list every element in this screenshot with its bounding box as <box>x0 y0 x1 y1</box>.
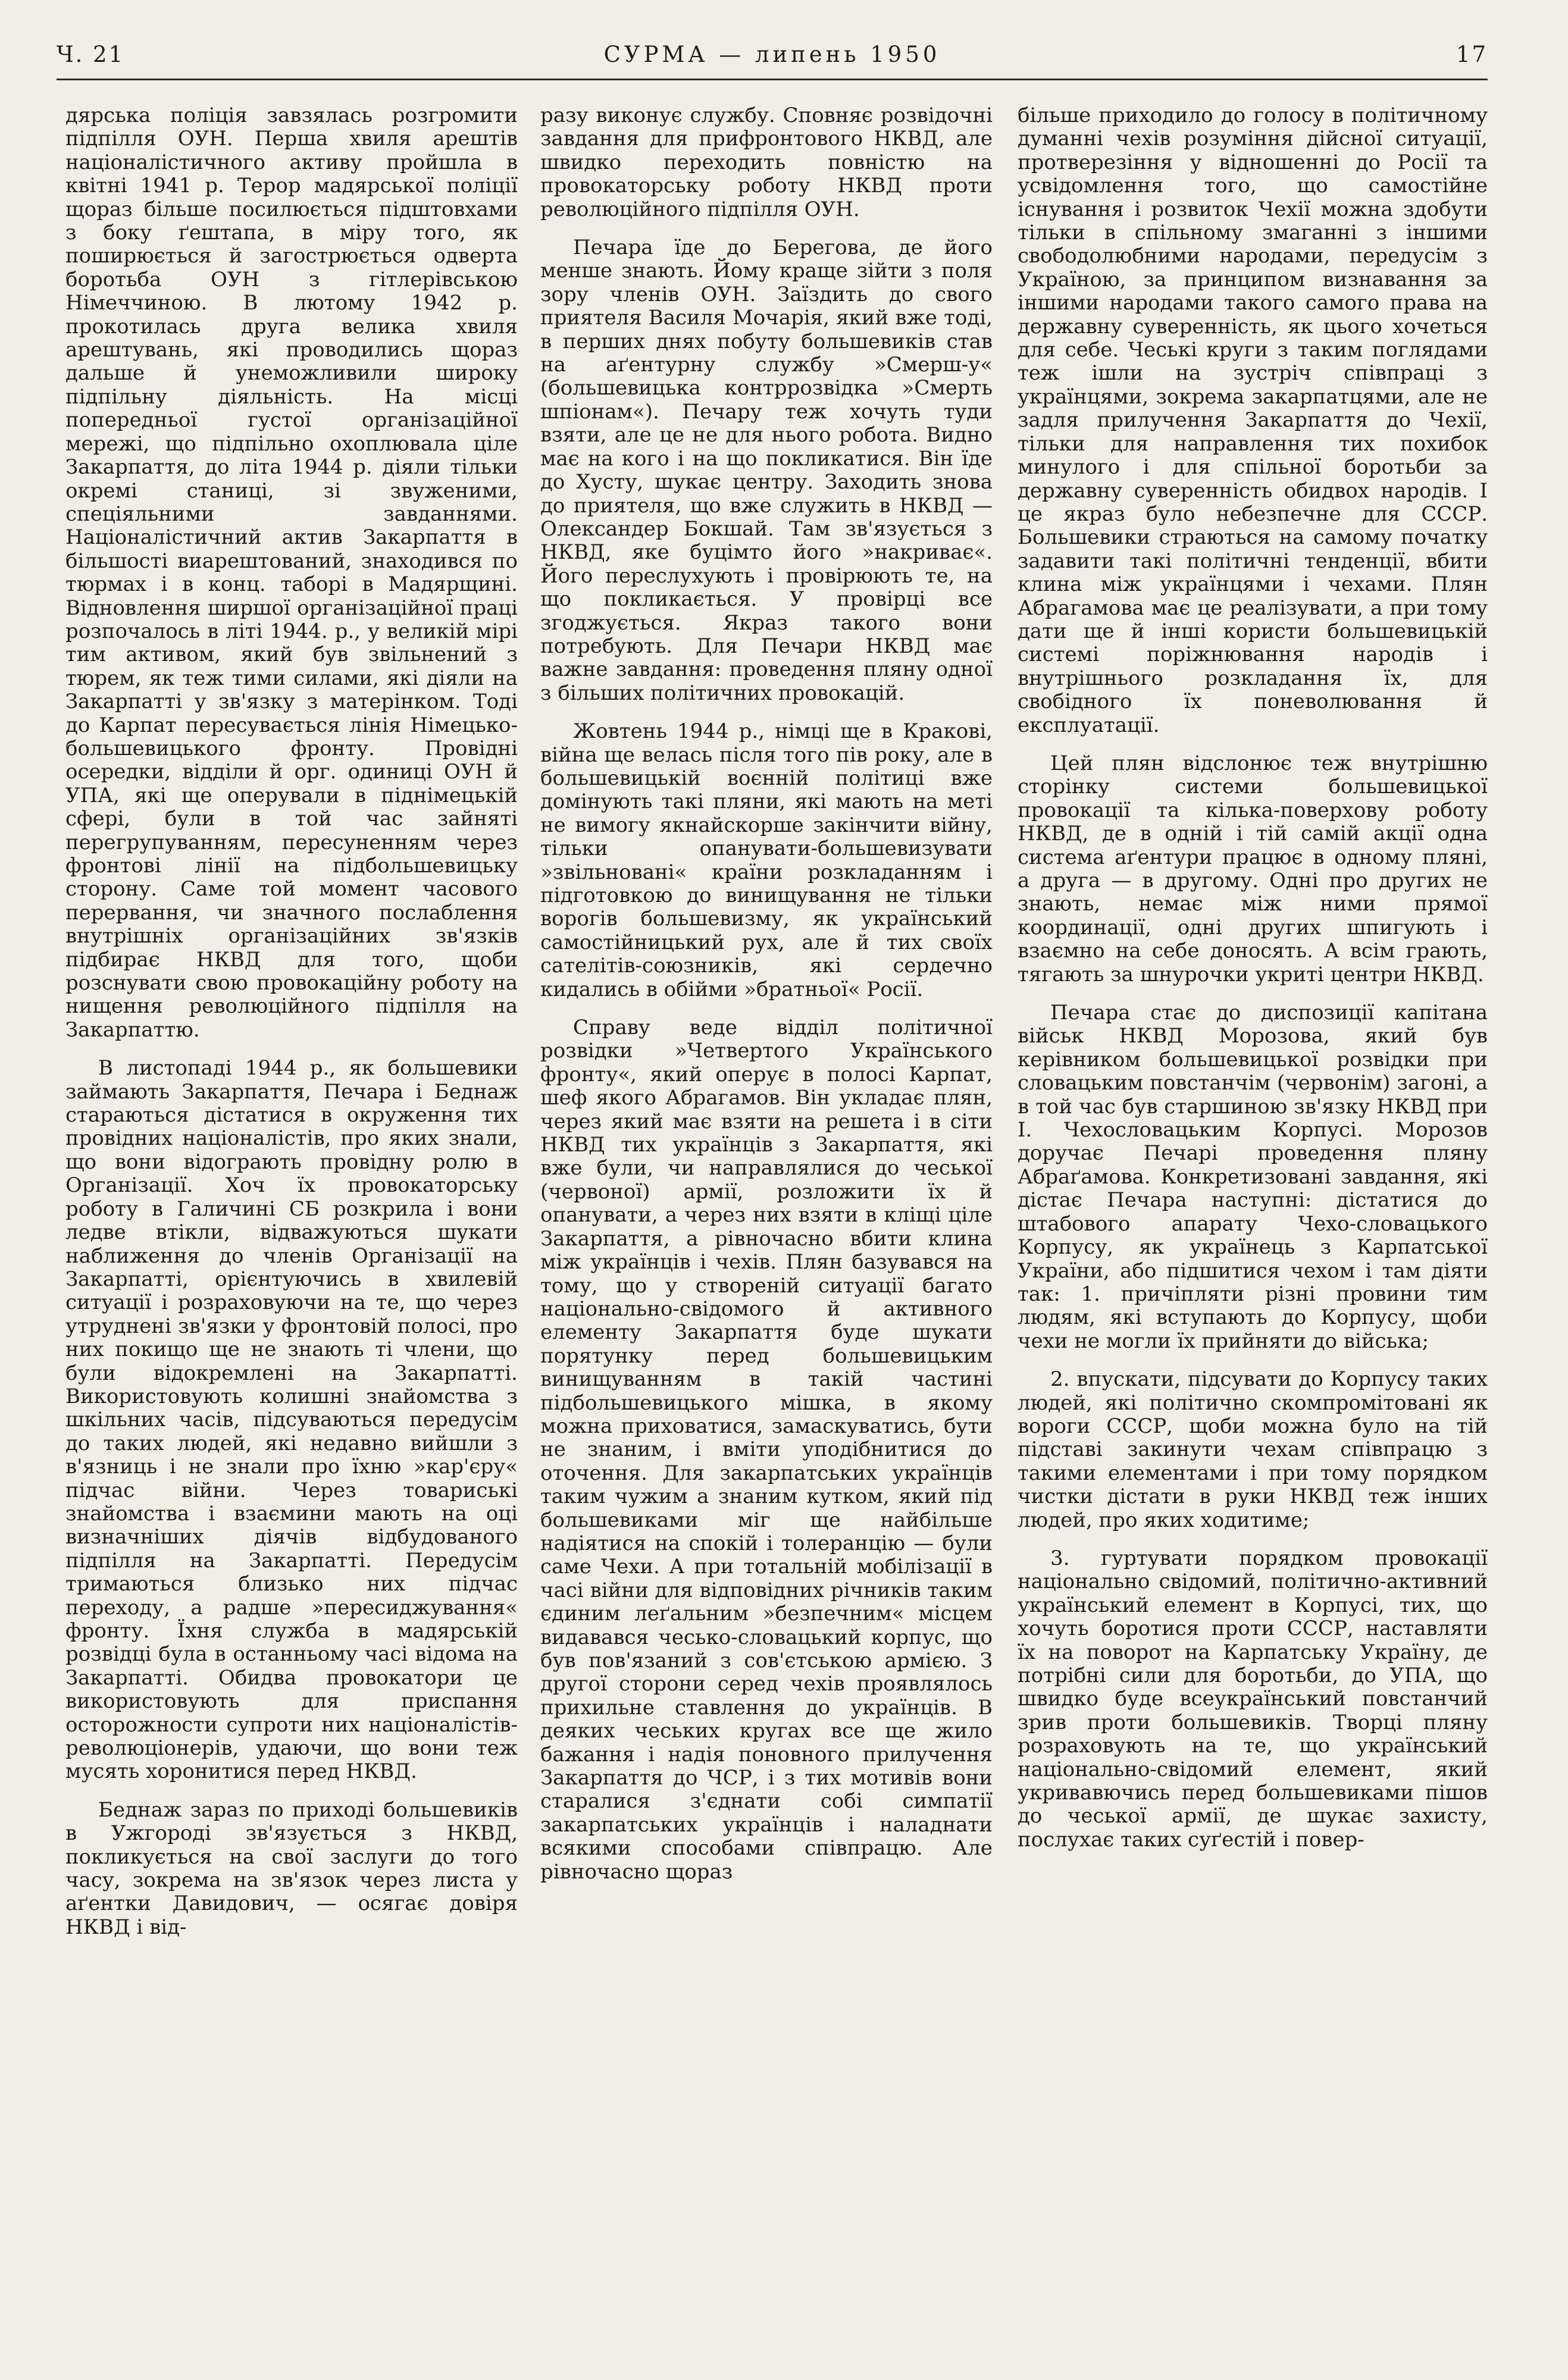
paragraph: 2. впускати, підсувати до Корпусу таких людей, які політично скомпромітовані як вороги СССР, щоби можна було на тій підставі закинути чехам співпрацю з такими елементами і при тому порядком чистки дістати в руки НКВД теж інших людей, про яких ходитиме; <box>1018 1367 1488 1532</box>
paragraph: Справу веде відділ політичної розвідки »Четвертого Українського фронту«, який оперує в полосі Карпат, шеф якого Абрагамов. Він укладає плян, через який має взяти на решета і в сіти НКВД тих українців з Закарпаття, які вже були, чи направлялися до чеської (червоної) армії, розложити їх й опанувати, а через них взяти в кліщі ціле Закарпаття, а рівночасно вбити клина між українців і чехів. Плян базувався на тому, що у створеній ситуації багато національно-свідомого й активного елементу Закарпаття буде шукати порятунку перед большевицьким винищуванням в такій частині підбольшевицького мішка, в якому можна приховатися, замаскуватись, бути не знаним, і вміти уподібнитися до оточення. Для закарпатських українців таким чужим а знаним кутком, який під большевиками міг ще найбільше надіятися на спокій і толеранцію — були саме Чехи. А при тотальній мобілізації в часі війни для відповідних річників таким єдиним леґальним »безпечним« місцем видавався чесько-словацький корпус, що був пов'язаний з сов'єтською армією. З другої сторони серед чехів проявлялось прихильне ставлення до українців. В деяких чеських кругах все ще жило бажання і надія поновного прилучення Закарпаття до ЧСР, і з тих мотивів вони старалися з'єднати собі симпатії закарпатських українців і наладнати всякими способами співпрацю. Але рівночасно щораз <box>540 1016 993 1884</box>
text-column-2 <box>540 104 993 2347</box>
page-header <box>57 42 1488 83</box>
paragraph: 3. гуртувати порядком провокації національно свідомий, політично-активний український елемент в Корпусі, тих, що хочуть боротися проти СССР, наставляти їх на поворот на Карпатську Україну, де потрібні сили для боротьби, до УПА, що швидко буде всеукраїнський повстанчий зрив проти большевиків. Творці пляну розраховують на те, що український національно-свідомий елемент, який укривавючись перед большевиками пішов до чеської армії, де шукає захисту, послухає таких суґестій і повер- <box>1018 1546 1488 1852</box>
paragraph: більше приходило до голосу в політичному думанні чехів розуміння дійсної ситуації, протверезіння у відношенні до Росії та усвідомлення того, що самостійне існування і розвиток Чехії можна здобути тільки в спільному змаганні з іншими свободолюбними народами, передусім з Україною, за принципом визнавання за іншими народами такого самого права на державну суверенність, як цього хочеться для себе. Чеські круги з таким поглядами теж ішли на зустріч співпраці з українцями, зокрема закарпатцями, але не задля прилучення Закарпаття до Чехії, тільки для направлення тих похибок минулого і для спільної боротьби за державну суверенність обидвох народів. І це якраз було небезпечне для СССР. Большевики страються на самому початку задавити такі політичні тенденції, вбити клина між українцями і чехами. Плян Абрагамова має це реалізувати, а при тому дати ще й інші користи большевицькій системі поріжнювання народів і внутрішнього розкладання їх, для свобідного їх поневолювання й експлуатації. <box>1018 104 1488 737</box>
header-divider <box>57 79 1488 80</box>
issue-number: Ч. 21 <box>57 42 125 67</box>
paragraph: Печара їде до Берегова, де його менше знають. Йому краще зійти з поля зору членів ОУН. Заїздить до свого приятеля Василя Мочарія, який вже тоді, в перших днях побуту большевиків став на аґентурну службу »Смерш-у« (большевицька контррозвідка »Смерть шпіонам«). Печару теж хочуть туди взяти, але це не для нього робота. Видно має на кого і на що покликатися. Він їде до Хусту, шукає центру. Заходить знова до приятеля, що вже служить в НКВД — Олександер Бокшай. Там зв'язується з НКВД, яке буцімто його »накриває«. Його переслухують і провірюють те, на що покликається. У провірці все згоджується. Якраз такого вони потребують. Для Печари НКВД має важне завдання: проведення пляну одної з більших політичних провокацій. <box>540 236 993 705</box>
paragraph: Беднаж зараз по приході большевиків в Ужгороді зв'язується з НКВД, покликується на свої заслуги до того часу, зокрема на зв'язок через листа у аґентки Давидович, — осягає довіря НКВД і від- <box>65 1797 518 1939</box>
page-number: 17 <box>1456 42 1488 67</box>
paragraph: В листопаді 1944 р., як большевики займають Закарпаття, Печара і Беднаж стараються дістатися в окруження тих провідних націоналістів, про яких знали, що вони відограють провідну ролю в Організації. Хоч їх провокаторську роботу в Галичині СБ розкрила і вони ледве втікли, відважуються шукати наближення до членів Організації на Закарпатті, орієнтуючись в хвилевій ситуації і розраховуючи на те, що через утруднені зв'язки у фронтовій полосі, про них покищо ще не знають ті члени, що були відокремлені на Закарпатті. Використовують колишні знайомства з шкільних часів, підсуваються передусім до таких людей, які недавно вийшли з в'язниць і не знали про їхню »кар'єру« підчас війни. Через товариські знайомства і взаємини мають на оці визначніших діячів відбудованого підпілля на Закарпатті. Передусім тримаються близько них підчас переходу, а радше »пересиджування« фронту. Їхня служба в мадярській розвідці була в останньому часі відома на Закарпатті. Обидва провокатори це використовують для приспання осторожности супроти них націоналістів-революціонерів, удаючи, що вони теж мусять хоронитися перед НКВД. <box>65 1056 518 1784</box>
paragraph: дярська поліція завзялась розгромити підпілля ОУН. Перша хвиля арештів націоналістичного активу пройшла в квітні 1941 р. Терор мадярської поліції щораз більше посилюється підштовхами з боку ґештапа, в міру того, як поширюється й загострюється одверта боротьба ОУН з гітлерівською Німеччиною. В лютому 1942 р. прокотилась друга велика хвиля арештувань, які проводились щораз дальше й унеможливили широку підпільну діяльність. На місці попередньої густої організаційної мережі, що підпільно охоплювала ціле Закарпаття, до літа 1944 р. діяли тільки окремі станиці, зі звуженими, спеціяльними завданнями. Націоналістичний актив Закарпаття в більшості виарештований, знаходився по тюрмах і в конц. таборі в Мадярщині. Відновлення ширшої організаційної праці розпочалось в літі 1944. р., у великій мірі тим активом, який був звільнений з тюрем, як теж тими силами, які діяли на Закарпатті у зв'язку з матерінком. Тоді до Карпат пересувається лінія Німецько-большевицького фронту. Провідні осередки, відділи й орг. одиниці ОУН й УПА, які ще оперували в піднімецькій сфері, були в той час зайняті перегрупуванням, пересуненням через фронтові лінії на підбольшевицьку сторону. Саме той момент часового перервання, чи значного послаблення внутрішніх організаційних зв'язків підбирає НКВД для того, щоби розснувати свою провокаційну роботу на нищення революційного підпілля на Закарпаттю. <box>65 104 518 1042</box>
text-column-3 <box>1018 104 1488 2347</box>
masthead-title: СУРМА — липень 1950 <box>603 42 941 67</box>
paragraph: Печара стає до диспозиції капітана військ НКВД Морозова, який був керівником большевицької розвідки при словацьким повстанчім (червонім) загоні, а в той час був старшиною зв'язку НКВД при І. Чехословацьким Корпусі. Морозов доручає Печарі проведення пляну Абраґамова. Конкретизовані завдання, які дістає Печара наступні: дістатися до штабового апарату Чехо-словацького Корпусу, як українець з Карпатської України, або підшитися чехом і там діяти так: 1. причіпляти різні провини тим людям, які вступають до Корпусу, щоби чехи не могли їх прийняти до війська; <box>1018 1001 1488 1353</box>
paragraph: разу виконує службу. Сповняє розвідочні завдання для прифронтового НКВД, але швидко переходить повністю на провокаторську роботу НКВД проти революційного підпілля ОУН. <box>540 104 993 221</box>
text-column-1 <box>65 104 518 2347</box>
paragraph: Цей плян відслонює теж внутрішню сторінку системи большевицької провокації та кілька-поверхову роботу НКВД, де в одній і тій самій акції одна система аґентури працює в одному пляні, а друга — в другому. Одні про других не знають, немає між ними прямої координації, одні других шпигують і взаємно на себе доносять. А всім грають, тягають за шнурочки укриті центри НКВД. <box>1018 751 1488 987</box>
paragraph: Жовтень 1944 р., німці ще в Кракові, війна ще велась після того пів року, але в большевицькій воєнній політиці вже домінують такі пляни, які мають на меті не вимогу якнайскорше закінчити війну, тільки опанувати-большевизувати »звільновані« країни розкладанням і підготовкою до винищування не тільки ворогів большевизму, як український самостійницький рух, але й тих своїх сателітів-союзників, які сердечно кидались в обійми »братньої« Росії. <box>540 719 993 1001</box>
